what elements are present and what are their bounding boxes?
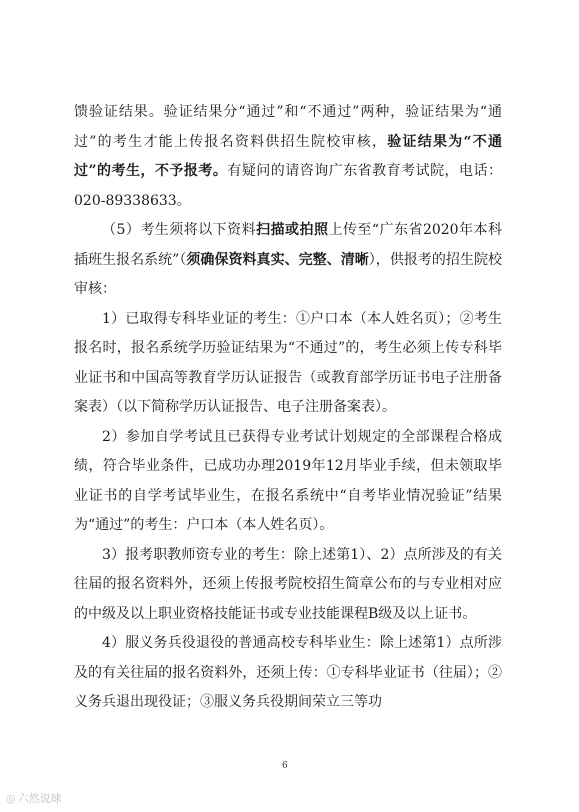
text-segment: （5）考生须将以下资料 (102, 222, 257, 238)
text-segment: 3）报考职教师资专业的考生：除上述第1）、2）点所涉及的有关往届的报名资料外，还须上传报考院校招生简章公布的与专业相对应的中级及以上职业资格技能证书或专业技能课程B级及以上证书。 (74, 546, 502, 622)
weibo-icon: ◎ (6, 791, 16, 805)
document-body (74, 98, 502, 718)
paragraph-3 (74, 305, 502, 423)
text-segment: 有疑问的请咨询广东省教育考试院，电话：020-89338633。 (74, 163, 502, 209)
paragraph-4 (74, 423, 502, 541)
text-segment: 上传至“广东省2020年本科插班生报名系统”（ (74, 222, 502, 268)
paragraph-2 (74, 216, 502, 305)
paragraph-1 (74, 98, 502, 216)
text-segment: 馈验证结果。验证结果分“通过”和“不通过”两种，验证结果为“通过”的考生才能上传报名资料供招生院校审核， (74, 104, 502, 150)
watermark (6, 790, 62, 806)
page-number: 6 (282, 761, 288, 771)
watermark-text: 六然说球 (17, 792, 62, 805)
text-segment: ），供报考的招生院校审核： (74, 251, 503, 297)
paragraph-6 (74, 629, 502, 718)
text-segment: 2）参加自学考试且已获得专业考试计划规定的全部课程合格成绩，符合毕业条件，已成功办理2019年12月毕业手续，但未领取毕业证书的自学考试毕业生，在报名系统中“自考毕业情况验证”结果为“通过”的考生：户口本（本人姓名页）。 (74, 428, 502, 533)
bold-text-segment: 须确保资料真实、完整、清晰 (186, 251, 369, 268)
bold-text-segment: 扫描或拍照 (256, 222, 329, 238)
bold-text-segment: 验证结果为“不通过”的考生，不予报考。 (74, 133, 502, 179)
text-segment: 1）已取得专科毕业证的考生：①户口本（本人姓名页）；②考生报名时，报名系统学历验证结果为“不通过”的，考生必须上传专科毕业证书和中国高等教育学历认证报告（或教育部学历证书电子注册备案表）（以下简称学历认证报告、电子注册备案表）。 (74, 310, 502, 415)
text-segment: 4）服义务兵役退役的普通高校专科毕业生：除上述第1）点所涉及的有关往届的报名资料外，还须上传：①专科毕业证书（往届）；②义务兵退出现役证；③服义务兵役期间荣立三等功 (74, 635, 502, 710)
paragraph-5 (74, 541, 502, 630)
